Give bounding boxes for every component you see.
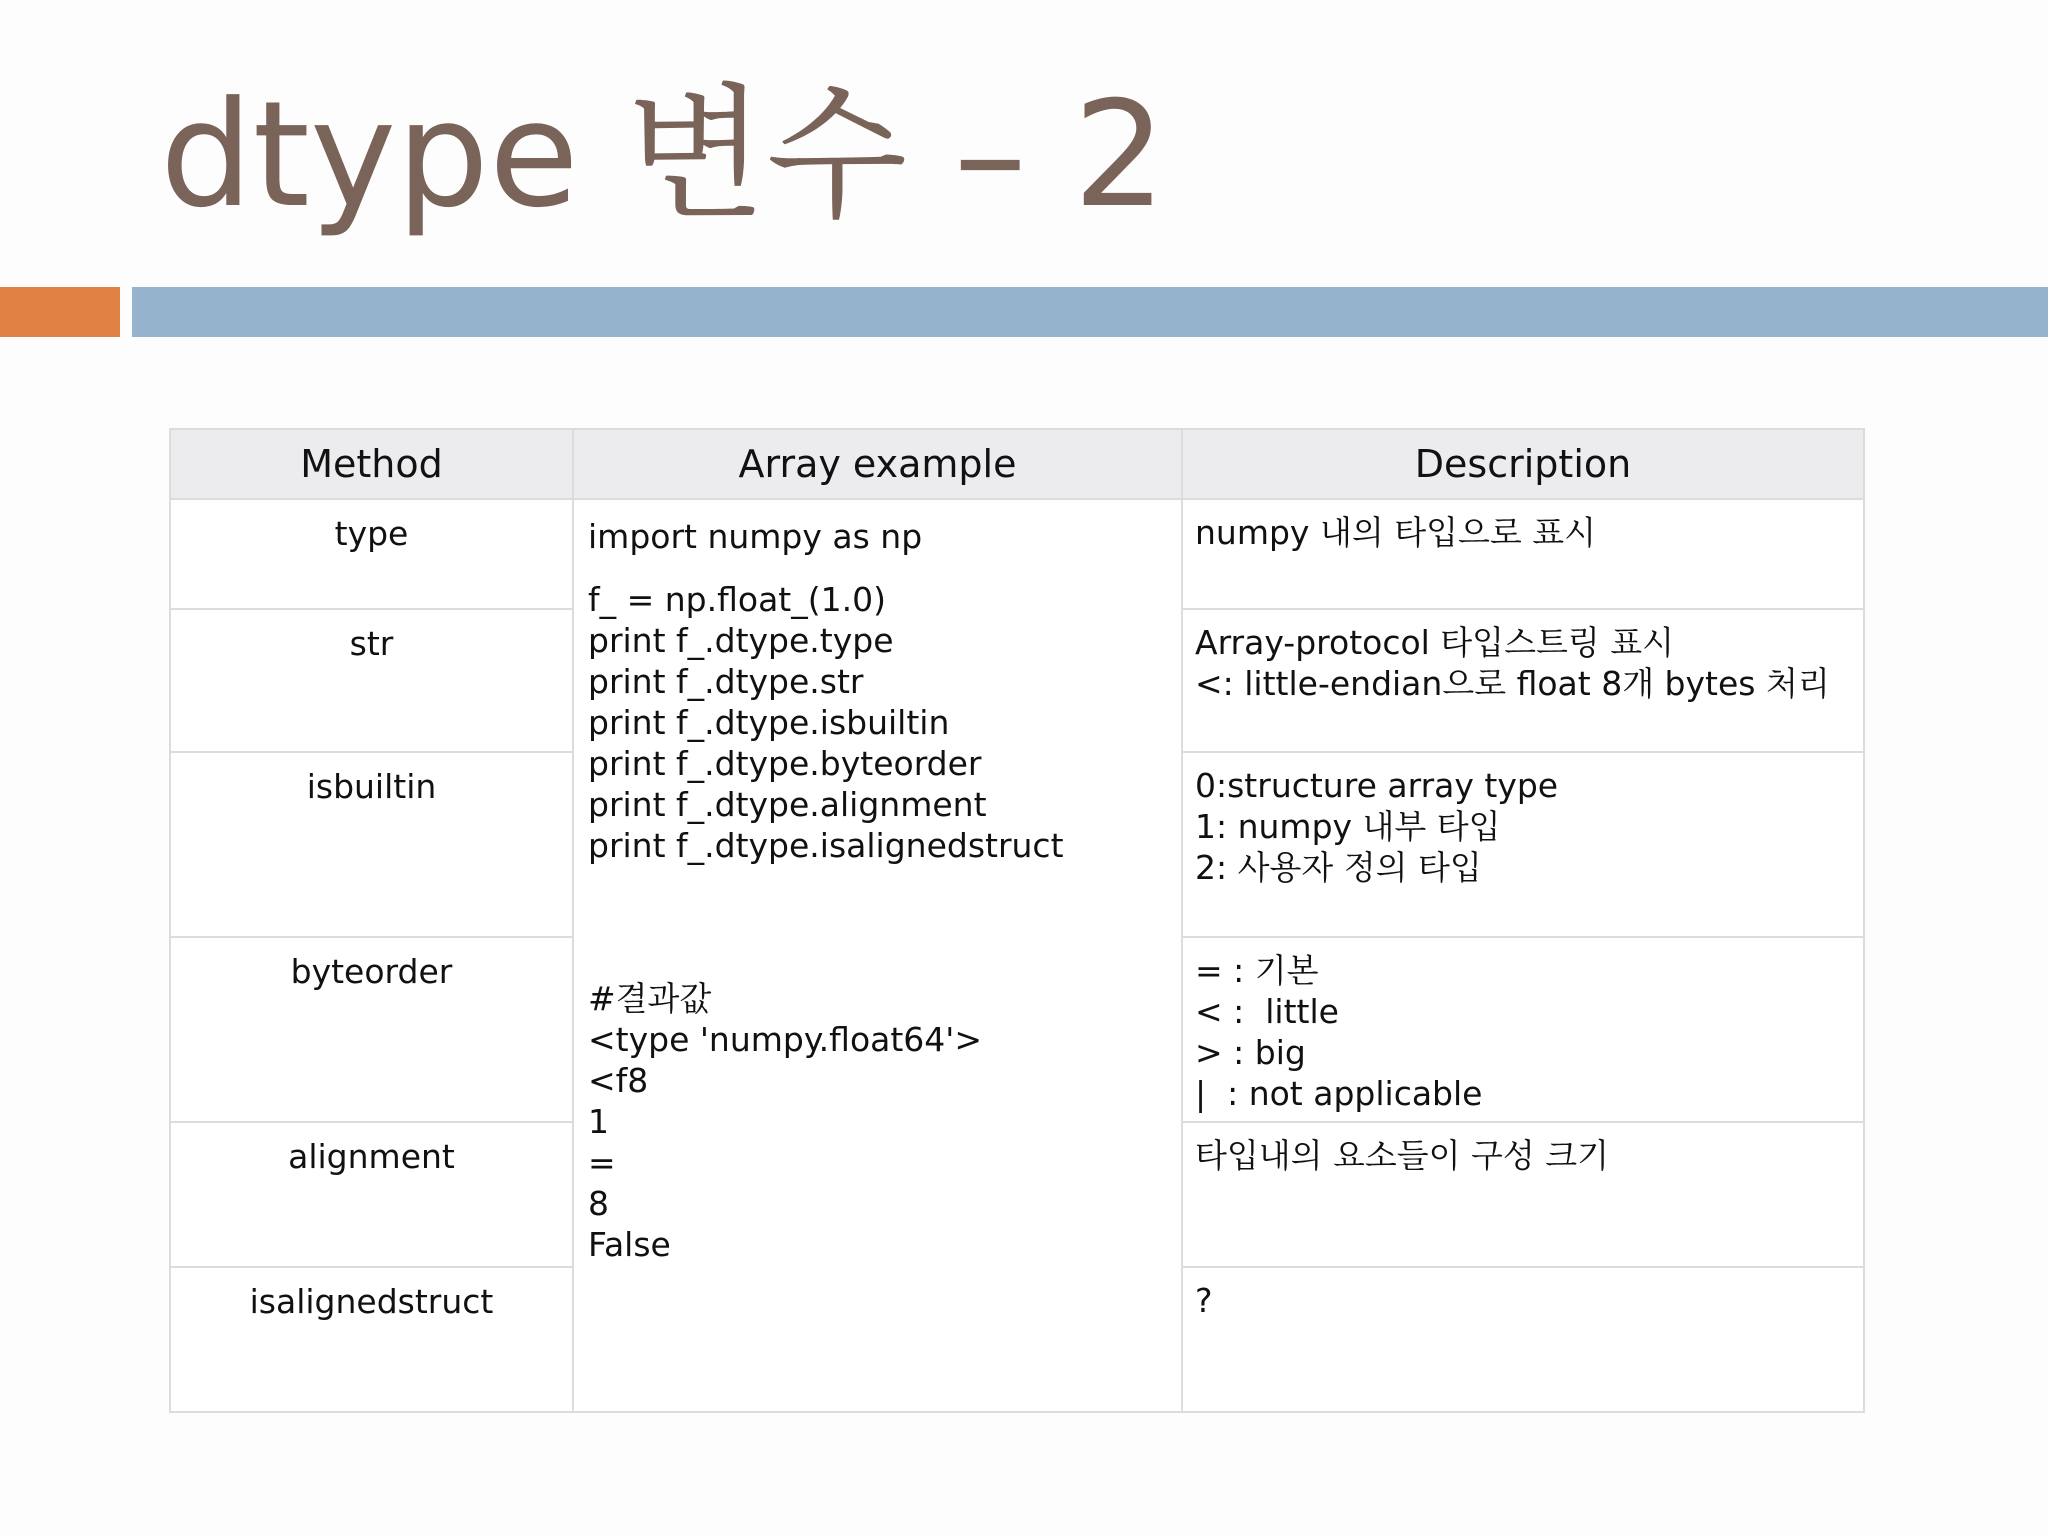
code-line: f_ = np.float_(1.0): [588, 580, 886, 619]
code-line: print f_.dtype.byteorder: [588, 744, 982, 783]
header-method: Method: [170, 429, 573, 499]
description-line: < : little: [1195, 992, 1339, 1031]
method-cell: isalignedstruct: [170, 1267, 573, 1412]
description-cell: [1182, 1122, 1864, 1267]
description-line: 1: numpy 내부 타입: [1195, 807, 1501, 846]
code-line: print f_.dtype.type: [588, 621, 894, 660]
result-line: =: [588, 1143, 616, 1182]
array-example-cell: [573, 499, 1182, 1412]
method-cell: type: [170, 499, 573, 609]
table-header-row: [170, 429, 1864, 499]
description-cell: [1182, 609, 1864, 752]
description-line: > : big: [1195, 1033, 1306, 1072]
description-cell: [1182, 752, 1864, 937]
header-description: Description: [1182, 429, 1864, 499]
description-line: = : 기본: [1195, 951, 1319, 990]
method-cell: isbuiltin: [170, 752, 573, 937]
description-line: 2: 사용자 정의 타입: [1195, 848, 1482, 887]
method-cell: byteorder: [170, 937, 573, 1122]
code-line: print f_.dtype.isalignedstruct: [588, 826, 1064, 865]
code-line: print f_.dtype.str: [588, 662, 864, 701]
code-line: print f_.dtype.alignment: [588, 785, 987, 824]
description-line: <: little-endian으로 float 8개 bytes 처리: [1195, 664, 1830, 703]
result-line: <type 'numpy.float64'>: [588, 1020, 983, 1059]
description-line: 타입내의 요소들이 구성 크기: [1195, 1136, 1610, 1175]
slide-title: dtype 변수 – 2: [160, 70, 1167, 240]
description-cell: [1182, 1267, 1864, 1412]
method-cell: alignment: [170, 1122, 573, 1267]
description-cell: [1182, 499, 1864, 609]
table-row: [170, 499, 1864, 609]
result-header: #결과값: [588, 979, 712, 1018]
result-line: 1: [588, 1102, 609, 1141]
code-line: print f_.dtype.isbuiltin: [588, 703, 950, 742]
description-line: Array-protocol 타입스트링 표시: [1195, 623, 1674, 662]
code-line: import numpy as np: [588, 517, 923, 556]
dtype-table: [169, 428, 1865, 1413]
accent-bar: [0, 287, 120, 337]
description-line: numpy 내의 타입으로 표시: [1195, 513, 1596, 552]
description-line: 0:structure array type: [1195, 766, 1559, 805]
result-line: <f8: [588, 1061, 649, 1100]
description-cell: [1182, 937, 1864, 1122]
description-line: | : not applicable: [1195, 1074, 1483, 1113]
title-divider-bar: [132, 287, 2048, 337]
header-array-example: Array example: [573, 429, 1182, 499]
result-line: 8: [588, 1184, 609, 1223]
method-cell: str: [170, 609, 573, 752]
result-line: False: [588, 1225, 671, 1264]
description-line: ?: [1195, 1281, 1213, 1320]
